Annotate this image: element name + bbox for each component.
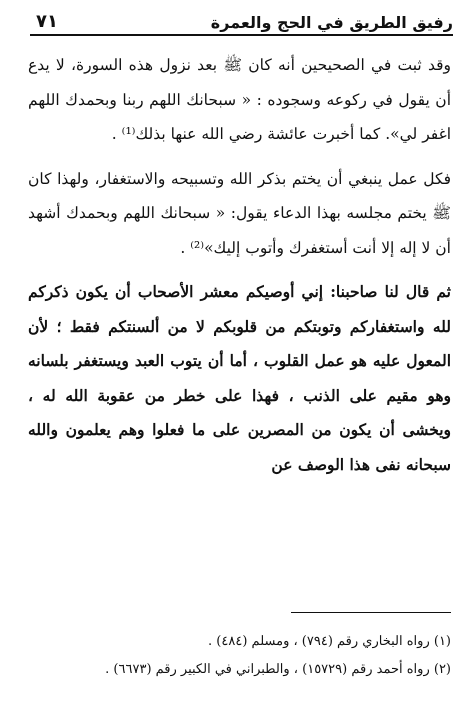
- footnote-2: (٢) رواه أحمد رقم (١٥٧٢٩) ، والطبراني في الكبير رقم (٦٦٧٣) .: [105, 662, 451, 677]
- header-rule: [30, 34, 453, 36]
- footnote-1: (١) رواه البخاري رقم (٧٩٤) ، ومسلم (٤٨٤) .: [208, 634, 451, 649]
- main-text: [28, 48, 451, 482]
- footnote-divider: [291, 612, 451, 613]
- paragraph-2: فكل عمل ينبغي أن يختم بذكر الله وتسبيحه والاستغفار، ولهذا كان ﷺ يختم مجلسه بهذا الدعاء يقول: « سبحانك اللهم وبحمدك أشهد أن لا إله إلا أنت أستغفرك وأتوب إليك»⁽²⁾ .: [28, 169, 451, 257]
- paragraph-3: ثم قال لنا صاحبنا: إني أوصيكم معشر الأصحاب أن يكون ذكركم لله واستغفاركم وتوبتكم من قلوبكم لا من ألسنتكم فقط ؛ لأن المعول عليه هو عمل القلوب ، أما أن يتوب العبد ويستغفر بلسانه وهو مقيم على الذنب ، فهذا على خطر من عقوبة الله له ، ويخشى أن يكون من المصرين على ما فعلوا وهم يعلمون والله سبحانه نفى هذا الوصف عن: [28, 282, 451, 474]
- page-header: [30, 8, 453, 32]
- footnotes: [20, 628, 451, 684]
- paragraph-1: وقد ثبت في الصحيحين أنه كان ﷺ بعد نزول هذه السورة، لا يدع أن يقول في ركوعه وسجوده : « سبحانك اللهم ربنا وبحمدك اللهم اغفر لي». كما أخبرت عائشة رضي الله عنها بذلك⁽¹⁾ .: [28, 56, 451, 143]
- page-number: ٧١: [36, 11, 58, 32]
- running-title: رفيق الطريق في الحج والعمرة: [210, 13, 453, 32]
